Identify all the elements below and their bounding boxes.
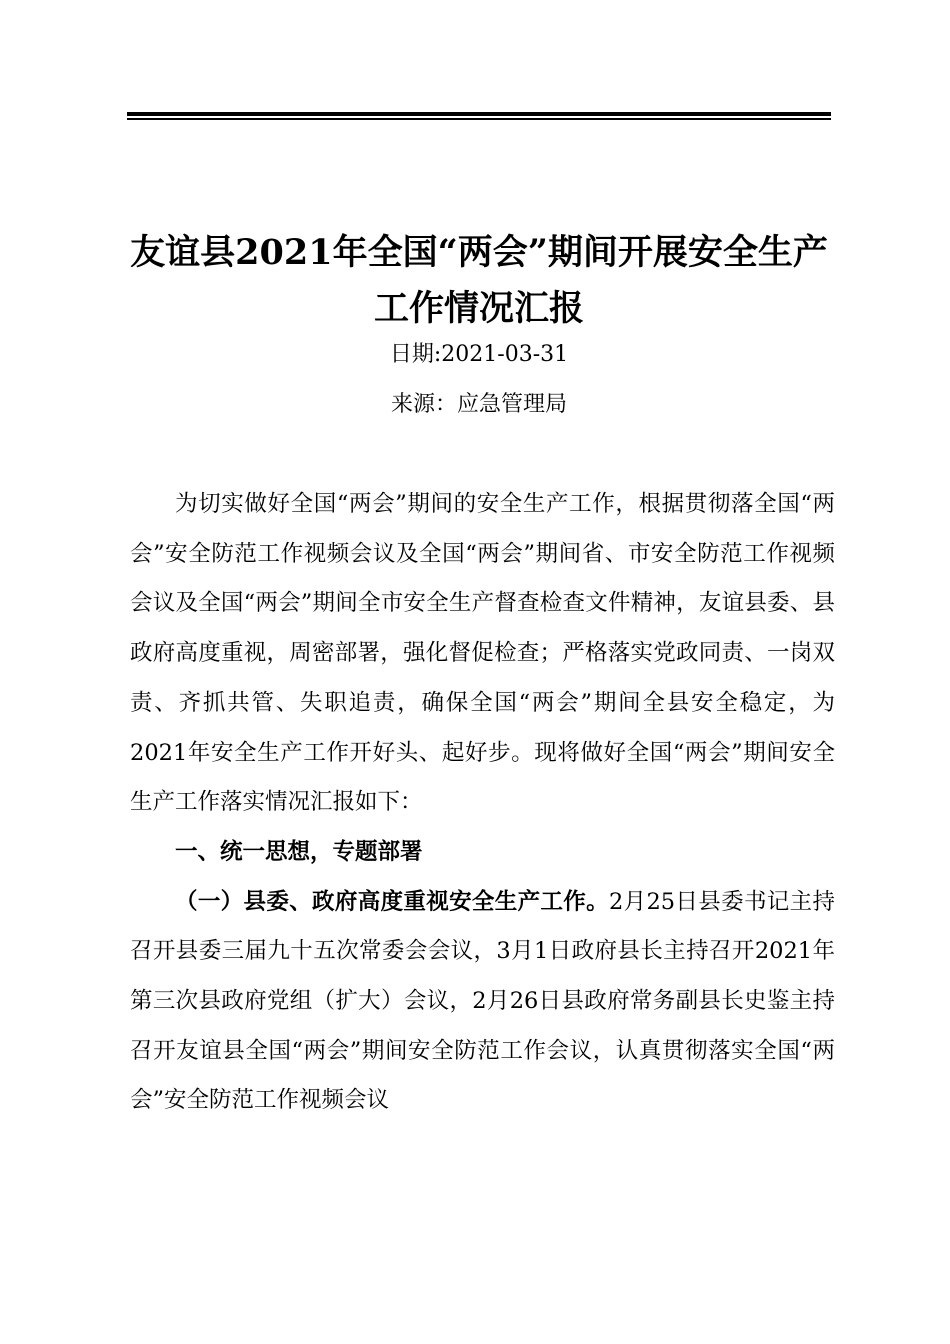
document-date: 日期:2021-03-31 (389, 342, 569, 367)
subsection-lead-1: （一）县委、政府高度重视安全生产工作。 (175, 888, 609, 915)
document-source: 来源：应急管理局 (390, 392, 567, 417)
intro-paragraph: 为切实做好全国“两会”期间的安全生产工作，根据贯彻落全国“两会”安全防范工作视频会议及全国“两会”期间省、市安全防范工作视频会议及全国“两会”期间全市安全生产督查检查文件精神，友谊县委、县政府高度重视，周密部署，强化督促检查；严格落实党政同责、一岗双责、齐抓共管、失职追责，确保全国“两会”期间全县安全稳定，为2021年安全生产工作开好头、起好步。现将做好全国“两会”期间安全生产工作落实情况汇报如下： (130, 491, 835, 816)
document-title: 友谊县2021年全国“两会”期间开展安全生产工作情况汇报 (130, 232, 828, 329)
subsection-text-1: 2月25日县委书记主持召开县委三届九十五次常委会会议，3月1日政府县长主持召开2021年第三次县政府党组（扩大）会议，2月26日县政府常务副县长史鉴主持召开友谊县全国“两会”期间安全防范工作会议，认真贯彻落实全国“两会”安全防范工作视频会议 (130, 888, 835, 1114)
header-rule-thin (127, 118, 831, 120)
section-heading-1: 一、统一思想，专题部署 (175, 838, 423, 865)
document-body (130, 480, 835, 1126)
header-rule-thick (127, 112, 831, 116)
subsection-paragraph-1 (130, 878, 835, 1127)
